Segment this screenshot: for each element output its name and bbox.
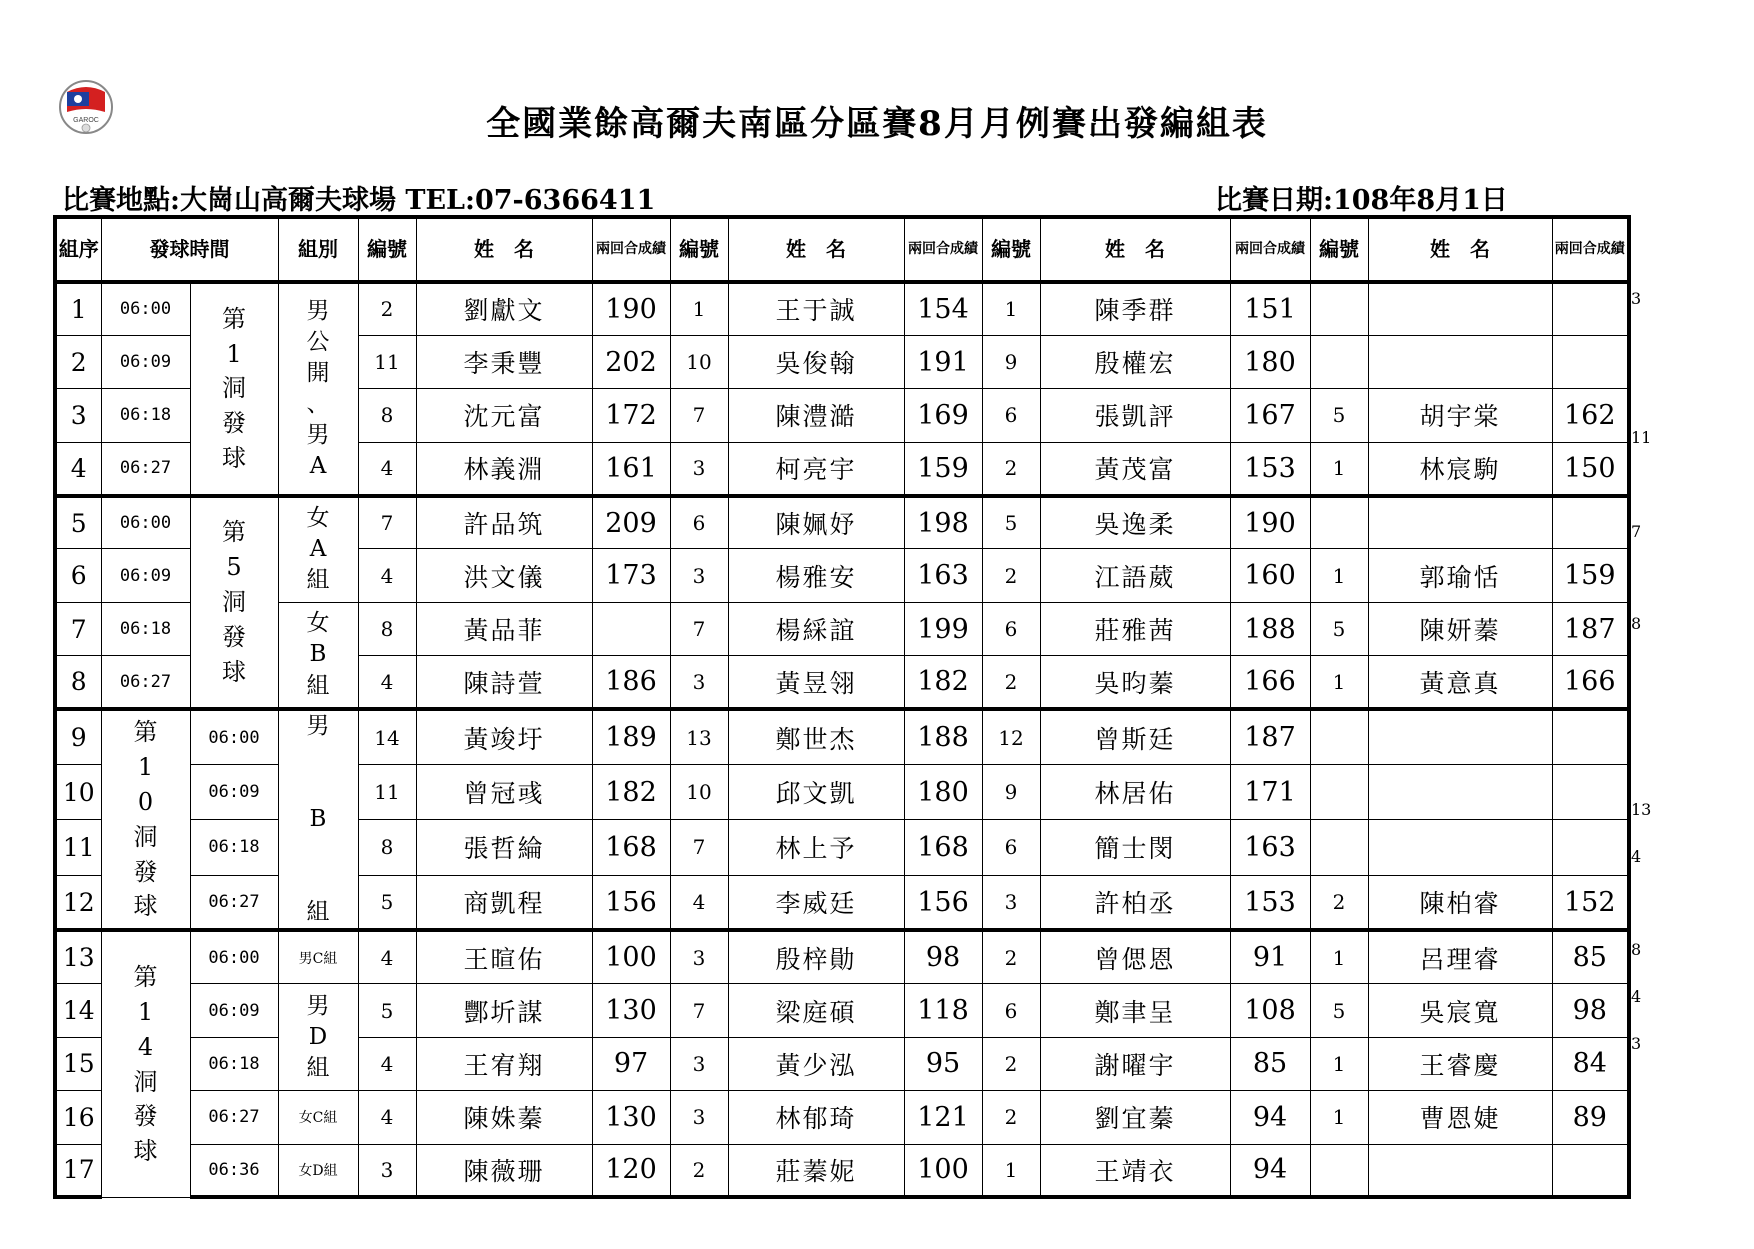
player-name: 梁庭碩: [728, 984, 904, 1037]
tee-time: 06:27: [190, 1091, 278, 1144]
player-score: 97: [592, 1037, 670, 1090]
player-name: 王于誠: [728, 282, 904, 335]
player-number: 2: [982, 549, 1040, 602]
table-row: [55, 1091, 1629, 1144]
tee-time: 06:09: [101, 335, 190, 388]
player-score: 95: [904, 1037, 982, 1090]
player-score: [1552, 709, 1629, 764]
start-hole-14: 第 1 4 洞 發 球: [101, 930, 190, 1197]
start-hole-1: 第 1 洞 發 球: [190, 282, 278, 496]
player-score: [1552, 496, 1629, 549]
player-number: 1: [1310, 930, 1368, 983]
player-score: 173: [592, 549, 670, 602]
side-note: 7: [1631, 522, 1642, 541]
player-name: 殷權宏: [1040, 335, 1230, 388]
header-number: 編號: [670, 217, 728, 282]
player-score: 199: [904, 602, 982, 655]
category-women-d: 女D組: [278, 1144, 358, 1197]
header-score: 兩回合成績: [592, 217, 670, 282]
category-women-b: 女 B 組: [278, 602, 358, 709]
player-name: 陳薇珊: [416, 1144, 592, 1197]
player-score: 156: [904, 875, 982, 930]
table-row: [55, 496, 1629, 549]
player-number: 2: [982, 1091, 1040, 1144]
header-name: 姓 名: [416, 217, 592, 282]
player-name: 黃品菲: [416, 602, 592, 655]
player-score: 187: [1230, 709, 1310, 764]
player-score: 182: [592, 764, 670, 819]
player-name: 林上予: [728, 820, 904, 875]
player-name: [1368, 335, 1552, 388]
player-name: 曾冠彧: [416, 764, 592, 819]
header-group-no: 組序: [55, 217, 101, 282]
player-score: 169: [904, 389, 982, 442]
player-number: 1: [670, 282, 728, 335]
player-score: 108: [1230, 984, 1310, 1037]
player-score: 98: [1552, 984, 1629, 1037]
player-score: 118: [904, 984, 982, 1037]
player-number: 2: [982, 1037, 1040, 1090]
player-score: 100: [904, 1144, 982, 1197]
start-hole-5: 第 5 洞 發 球: [190, 496, 278, 710]
group-number: 8: [55, 656, 101, 709]
player-score: 202: [592, 335, 670, 388]
side-note: 8: [1631, 614, 1642, 633]
player-number: [1310, 335, 1368, 388]
table-row: [55, 984, 1629, 1037]
player-score: [1552, 335, 1629, 388]
player-score: 186: [592, 656, 670, 709]
player-number: [1310, 1144, 1368, 1197]
player-name: 呂理睿: [1368, 930, 1552, 983]
tee-time: 06:27: [101, 442, 190, 495]
player-number: 2: [982, 930, 1040, 983]
player-number: 2: [358, 282, 416, 335]
player-number: 7: [670, 602, 728, 655]
player-score: 191: [904, 335, 982, 388]
player-number: 7: [670, 389, 728, 442]
player-score: 85: [1552, 930, 1629, 983]
tee-time-table: [53, 215, 1631, 1199]
category-men-d: 男 D 組: [278, 984, 358, 1091]
player-number: 5: [358, 984, 416, 1037]
player-name: [1368, 764, 1552, 819]
player-score: 120: [592, 1144, 670, 1197]
player-name: 曾偲恩: [1040, 930, 1230, 983]
player-number: 3: [670, 1037, 728, 1090]
player-number: 1: [982, 282, 1040, 335]
player-score: 160: [1230, 549, 1310, 602]
player-number: 13: [670, 709, 728, 764]
category-men-open-a: 男 公 開 、 男 A: [278, 282, 358, 496]
player-score: 89: [1552, 1091, 1629, 1144]
player-number: 6: [670, 496, 728, 549]
player-score: 100: [592, 930, 670, 983]
side-note: 11: [1631, 428, 1652, 447]
player-score: 85: [1230, 1037, 1310, 1090]
player-score: 182: [904, 656, 982, 709]
logo-text: GAROC: [73, 117, 99, 124]
player-number: [1310, 709, 1368, 764]
group-number: 12: [55, 875, 101, 930]
side-note: 13: [1631, 800, 1652, 819]
player-score: [1552, 282, 1629, 335]
category-men-b: 男 B 組: [278, 709, 358, 930]
group-number: 7: [55, 602, 101, 655]
player-number: 3: [670, 930, 728, 983]
player-score: 153: [1230, 875, 1310, 930]
player-score: 163: [904, 549, 982, 602]
player-name: 林郁琦: [728, 1091, 904, 1144]
player-number: 11: [358, 335, 416, 388]
table-row: [55, 930, 1629, 983]
player-score: 190: [592, 282, 670, 335]
group-number: 9: [55, 709, 101, 764]
player-name: 鄭聿呈: [1040, 984, 1230, 1037]
side-note: 3: [1631, 289, 1642, 308]
player-score: 154: [904, 282, 982, 335]
player-name: 黃少泓: [728, 1037, 904, 1090]
header-score: 兩回合成績: [1552, 217, 1629, 282]
player-number: 3: [670, 442, 728, 495]
tee-time: 06:27: [101, 656, 190, 709]
tee-time: 06:09: [101, 549, 190, 602]
header-score: 兩回合成績: [904, 217, 982, 282]
group-number: 4: [55, 442, 101, 495]
player-number: 3: [982, 875, 1040, 930]
header-number: 編號: [982, 217, 1040, 282]
tee-time: 06:18: [101, 602, 190, 655]
player-score: 84: [1552, 1037, 1629, 1090]
header-category: 組別: [278, 217, 358, 282]
player-score: 162: [1552, 389, 1629, 442]
group-number: 3: [55, 389, 101, 442]
player-name: 王宥翔: [416, 1037, 592, 1090]
player-number: [1310, 764, 1368, 819]
player-number: 8: [358, 820, 416, 875]
table-header-row: [55, 217, 1629, 282]
player-name: 簡士閔: [1040, 820, 1230, 875]
tee-time: 06:00: [101, 496, 190, 549]
side-note: 8: [1631, 940, 1642, 959]
player-number: 5: [1310, 389, 1368, 442]
player-number: 4: [358, 930, 416, 983]
player-number: 7: [670, 820, 728, 875]
player-number: 6: [982, 389, 1040, 442]
player-number: 4: [358, 1091, 416, 1144]
player-number: 3: [358, 1144, 416, 1197]
player-score: 159: [1552, 549, 1629, 602]
player-number: [1310, 496, 1368, 549]
player-number: 6: [982, 602, 1040, 655]
table-row: [55, 602, 1629, 655]
category-men-c: 男C組: [278, 930, 358, 983]
player-number: 2: [982, 656, 1040, 709]
player-score: 187: [1552, 602, 1629, 655]
player-name: 郭瑜恬: [1368, 549, 1552, 602]
header-number: 編號: [358, 217, 416, 282]
player-name: 劉宜蓁: [1040, 1091, 1230, 1144]
side-note: 4: [1631, 847, 1642, 866]
group-number: 10: [55, 764, 101, 819]
player-name: 吳宸寬: [1368, 984, 1552, 1037]
player-name: [1368, 1144, 1552, 1197]
player-name: 張哲綸: [416, 820, 592, 875]
group-number: 14: [55, 984, 101, 1037]
player-number: 2: [670, 1144, 728, 1197]
player-name: 陳柏睿: [1368, 875, 1552, 930]
player-number: 5: [982, 496, 1040, 549]
side-note: 4: [1631, 987, 1642, 1006]
header-name: 姓 名: [728, 217, 904, 282]
player-name: 陳澧澔: [728, 389, 904, 442]
player-name: 劉獻文: [416, 282, 592, 335]
player-score: 189: [592, 709, 670, 764]
player-name: 王暄佑: [416, 930, 592, 983]
player-score: 171: [1230, 764, 1310, 819]
header-score: 兩回合成績: [1230, 217, 1310, 282]
player-number: 7: [670, 984, 728, 1037]
group-number: 13: [55, 930, 101, 983]
player-number: 5: [1310, 602, 1368, 655]
player-number: 4: [670, 875, 728, 930]
player-score: [1552, 1144, 1629, 1197]
player-name: [1368, 496, 1552, 549]
player-score: 167: [1230, 389, 1310, 442]
player-name: 吳俊翰: [728, 335, 904, 388]
tee-time: 06:00: [190, 709, 278, 764]
group-number: 17: [55, 1144, 101, 1197]
tee-time: 06:09: [190, 764, 278, 819]
tee-time: 06:18: [101, 389, 190, 442]
player-name: [1368, 709, 1552, 764]
tee-time: 06:18: [190, 820, 278, 875]
player-name: 謝曜宇: [1040, 1037, 1230, 1090]
player-score: 153: [1230, 442, 1310, 495]
player-score: 94: [1230, 1144, 1310, 1197]
player-name: 林宸駒: [1368, 442, 1552, 495]
group-number: 6: [55, 549, 101, 602]
player-score: 190: [1230, 496, 1310, 549]
player-score: 188: [1230, 602, 1310, 655]
player-number: 3: [670, 656, 728, 709]
player-name: 沈元富: [416, 389, 592, 442]
player-score: [1552, 820, 1629, 875]
player-score: 168: [592, 820, 670, 875]
group-number: 16: [55, 1091, 101, 1144]
player-score: 151: [1230, 282, 1310, 335]
match-date: 比賽日期:108年8月1日: [1215, 185, 1508, 216]
header-name: 姓 名: [1040, 217, 1230, 282]
player-name: 李秉豐: [416, 335, 592, 388]
player-name: 王靖衣: [1040, 1144, 1230, 1197]
player-score: [1552, 764, 1629, 819]
player-number: [1310, 820, 1368, 875]
player-name: 黃意真: [1368, 656, 1552, 709]
player-name: 江語葳: [1040, 549, 1230, 602]
category-women-c: 女C組: [278, 1091, 358, 1144]
player-score: 166: [1230, 656, 1310, 709]
player-number: 4: [358, 442, 416, 495]
player-number: 10: [670, 335, 728, 388]
player-number: 11: [358, 764, 416, 819]
player-name: 許品筑: [416, 496, 592, 549]
player-score: 188: [904, 709, 982, 764]
player-name: [1368, 282, 1552, 335]
player-number: 8: [358, 602, 416, 655]
player-number: 4: [358, 656, 416, 709]
player-name: 吳逸柔: [1040, 496, 1230, 549]
venue-info: 比賽地點:大崗山高爾夫球場 TEL:07-6366411: [62, 185, 656, 216]
player-name: 許柏丞: [1040, 875, 1230, 930]
player-name: 王睿慶: [1368, 1037, 1552, 1090]
player-name: 洪文儀: [416, 549, 592, 602]
start-hole-10: 第 1 0 洞 發 球: [101, 709, 190, 930]
player-number: 5: [358, 875, 416, 930]
player-number: 1: [1310, 549, 1368, 602]
player-score: 209: [592, 496, 670, 549]
player-name: 楊雅安: [728, 549, 904, 602]
player-score: 180: [1230, 335, 1310, 388]
tee-time: 06:18: [190, 1037, 278, 1090]
group-number: 15: [55, 1037, 101, 1090]
tee-time: 06:00: [190, 930, 278, 983]
player-number: 1: [1310, 1037, 1368, 1090]
player-name: 黃茂富: [1040, 442, 1230, 495]
player-name: 陳姝蓁: [416, 1091, 592, 1144]
player-score: 121: [904, 1091, 982, 1144]
side-note: 3: [1631, 1034, 1642, 1053]
player-name: 吳昀蓁: [1040, 656, 1230, 709]
player-name: 胡宇棠: [1368, 389, 1552, 442]
player-number: [1310, 282, 1368, 335]
tee-time: 06:36: [190, 1144, 278, 1197]
player-score: 130: [592, 1091, 670, 1144]
player-name: 陳姵妤: [728, 496, 904, 549]
player-name: 莊雅茜: [1040, 602, 1230, 655]
player-number: 1: [1310, 656, 1368, 709]
player-name: 陳詩萱: [416, 656, 592, 709]
group-number: 2: [55, 335, 101, 388]
player-score: 152: [1552, 875, 1629, 930]
player-score: 159: [904, 442, 982, 495]
tee-time: 06:00: [101, 282, 190, 335]
player-name: 酆圻謀: [416, 984, 592, 1037]
player-score: 161: [592, 442, 670, 495]
player-name: 陳季群: [1040, 282, 1230, 335]
player-number: 1: [1310, 1091, 1368, 1144]
player-name: 林義淵: [416, 442, 592, 495]
player-number: 10: [670, 764, 728, 819]
header-tee-time: 發球時間: [101, 217, 278, 282]
player-name: 殷梓勛: [728, 930, 904, 983]
player-number: 3: [670, 549, 728, 602]
player-name: 陳妍蓁: [1368, 602, 1552, 655]
player-name: 鄭世杰: [728, 709, 904, 764]
player-number: 2: [982, 442, 1040, 495]
player-name: 莊蓁妮: [728, 1144, 904, 1197]
player-score: 156: [592, 875, 670, 930]
player-score: 163: [1230, 820, 1310, 875]
player-number: 9: [982, 335, 1040, 388]
player-name: 曹恩婕: [1368, 1091, 1552, 1144]
player-number: 1: [982, 1144, 1040, 1197]
table-row: [55, 282, 1629, 335]
player-name: 柯亮宇: [728, 442, 904, 495]
player-name: 商凱程: [416, 875, 592, 930]
player-name: 李威廷: [728, 875, 904, 930]
player-name: 黃竣圩: [416, 709, 592, 764]
player-number: 4: [358, 1037, 416, 1090]
header-number: 編號: [1310, 217, 1368, 282]
player-score: 198: [904, 496, 982, 549]
table-row: [55, 1144, 1629, 1197]
player-number: 7: [358, 496, 416, 549]
category-women-a: 女 A 組: [278, 496, 358, 603]
group-number: 11: [55, 820, 101, 875]
player-score: 180: [904, 764, 982, 819]
player-name: 楊綵誼: [728, 602, 904, 655]
tee-time: 06:09: [190, 984, 278, 1037]
player-score: [592, 602, 670, 655]
player-name: 張凱評: [1040, 389, 1230, 442]
player-number: 9: [982, 764, 1040, 819]
player-number: 2: [1310, 875, 1368, 930]
player-number: 8: [358, 389, 416, 442]
player-score: 91: [1230, 930, 1310, 983]
tee-time: 06:27: [190, 875, 278, 930]
group-number: 5: [55, 496, 101, 549]
player-number: 6: [982, 984, 1040, 1037]
player-score: 94: [1230, 1091, 1310, 1144]
player-score: 166: [1552, 656, 1629, 709]
player-name: 曾斯廷: [1040, 709, 1230, 764]
table-row: [55, 709, 1629, 764]
player-score: 150: [1552, 442, 1629, 495]
player-number: 12: [982, 709, 1040, 764]
page-title: 全國業餘高爾夫南區分區賽8月月例賽出發編組表: [486, 104, 1268, 144]
player-name: 邱文凱: [728, 764, 904, 819]
player-number: 5: [1310, 984, 1368, 1037]
player-number: 6: [982, 820, 1040, 875]
player-name: 林居佑: [1040, 764, 1230, 819]
player-number: 14: [358, 709, 416, 764]
player-number: 3: [670, 1091, 728, 1144]
player-score: 98: [904, 930, 982, 983]
player-score: 172: [592, 389, 670, 442]
player-name: [1368, 820, 1552, 875]
header-name: 姓 名: [1368, 217, 1552, 282]
player-score: 130: [592, 984, 670, 1037]
player-number: 4: [358, 549, 416, 602]
player-number: 1: [1310, 442, 1368, 495]
group-number: 1: [55, 282, 101, 335]
player-name: 黃昱翎: [728, 656, 904, 709]
player-score: 168: [904, 820, 982, 875]
